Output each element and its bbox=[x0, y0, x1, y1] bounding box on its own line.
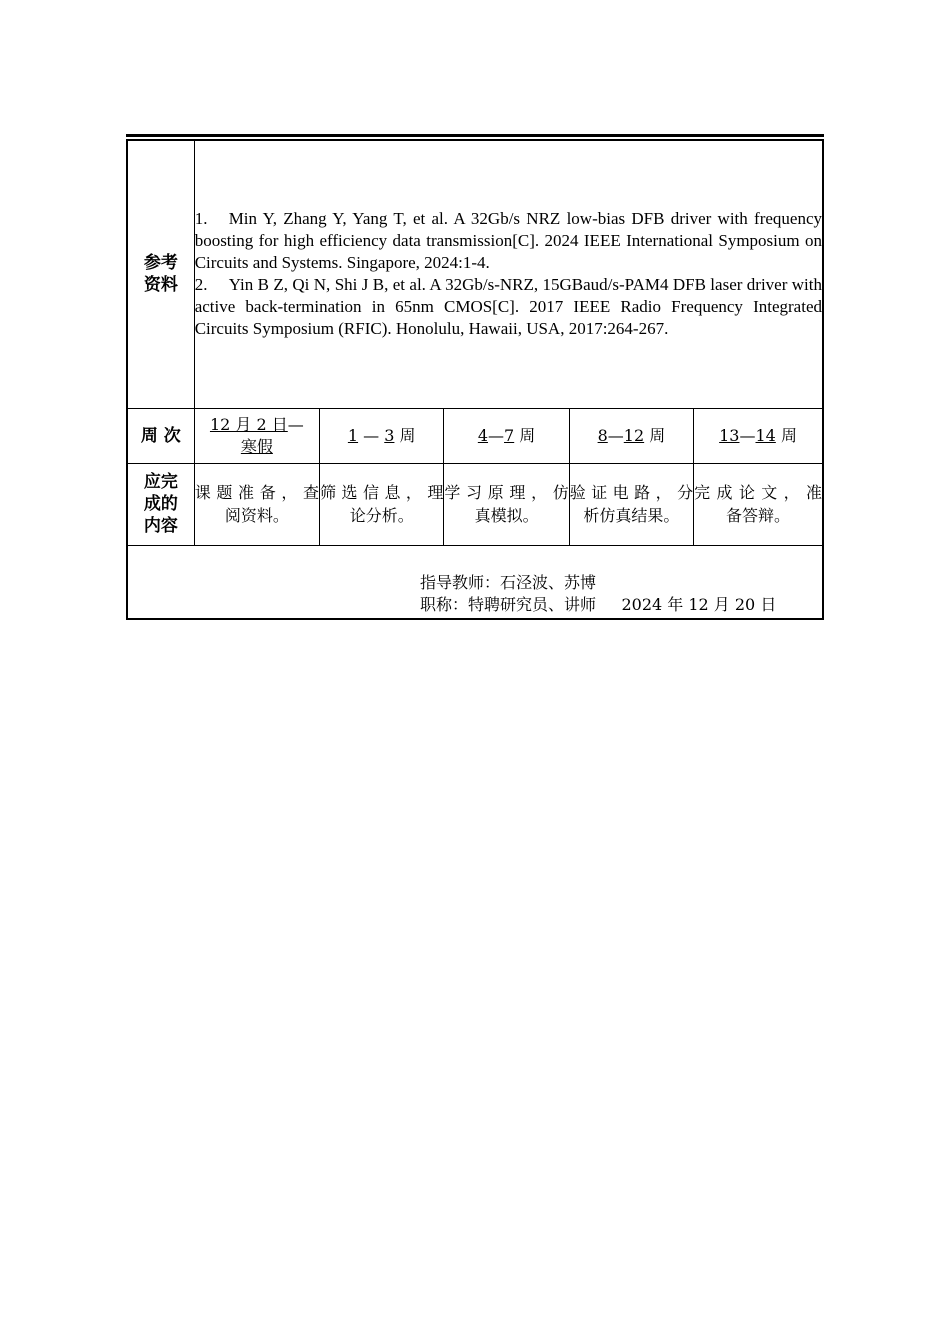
task-content-5: 完成论文，准 备答辩。 bbox=[694, 463, 823, 545]
signature-row bbox=[127, 545, 823, 619]
task-content-2: 筛选信息，理 论分析。 bbox=[320, 463, 444, 545]
content-row bbox=[127, 463, 823, 545]
signature-cell bbox=[127, 545, 823, 619]
weeks-row bbox=[127, 408, 823, 463]
task-form-table bbox=[126, 139, 824, 620]
references-content bbox=[194, 140, 823, 408]
week-range-1: 12 月 2 日— 寒假 bbox=[194, 408, 319, 463]
week-label: 周 次 bbox=[127, 408, 194, 463]
advisor-name: 指导教师：石泾波、苏博 bbox=[420, 572, 597, 592]
sign-date: 2024 年 12 月 20 日 bbox=[621, 594, 777, 614]
advisor-title-date: 职称：特聘研究员、讲师 2024 年 12 月 20 日 bbox=[420, 594, 777, 614]
top-double-rule bbox=[126, 134, 824, 137]
task-content-3: 学习原理，仿 真模拟。 bbox=[444, 463, 569, 545]
reference-item: 2. Yin B Z, Qi N, Shi J B, et al. A 32Gb/s-NRZ, 15GBaud/s-PAM4 DFB laser driver with active back-termination in 65nm CMOS[C]. 2017 IEEE Radio Frequency Integrated Circuits Symposium (RFIC). Honolulu, Hawaii, USA, 2017:264-267. bbox=[194, 275, 822, 339]
references-label: 参考 资料 bbox=[127, 140, 194, 408]
references-row bbox=[127, 140, 823, 408]
week-range-3: 4—7 周 bbox=[444, 408, 569, 463]
task-content-4: 验证电路，分 析仿真结果。 bbox=[569, 463, 693, 545]
week-range-4: 8—12 周 bbox=[569, 408, 693, 463]
task-content-1: 课题准备，查 阅资料。 bbox=[194, 463, 319, 545]
week-range-5: 13—14 周 bbox=[694, 408, 823, 463]
reference-item: 1. Min Y, Zhang Y, Yang T, et al. A 32Gb/s NRZ low-bias DFB driver with frequency boosting for high efficiency data transmission[C]. 2024 IEEE International Symposium on Circuits and Systems. Singapore, 2024:1-4. bbox=[194, 209, 822, 273]
week-range-2: 1 — 3 周 bbox=[320, 408, 444, 463]
content-label: 应完 成的 内容 bbox=[127, 463, 194, 545]
